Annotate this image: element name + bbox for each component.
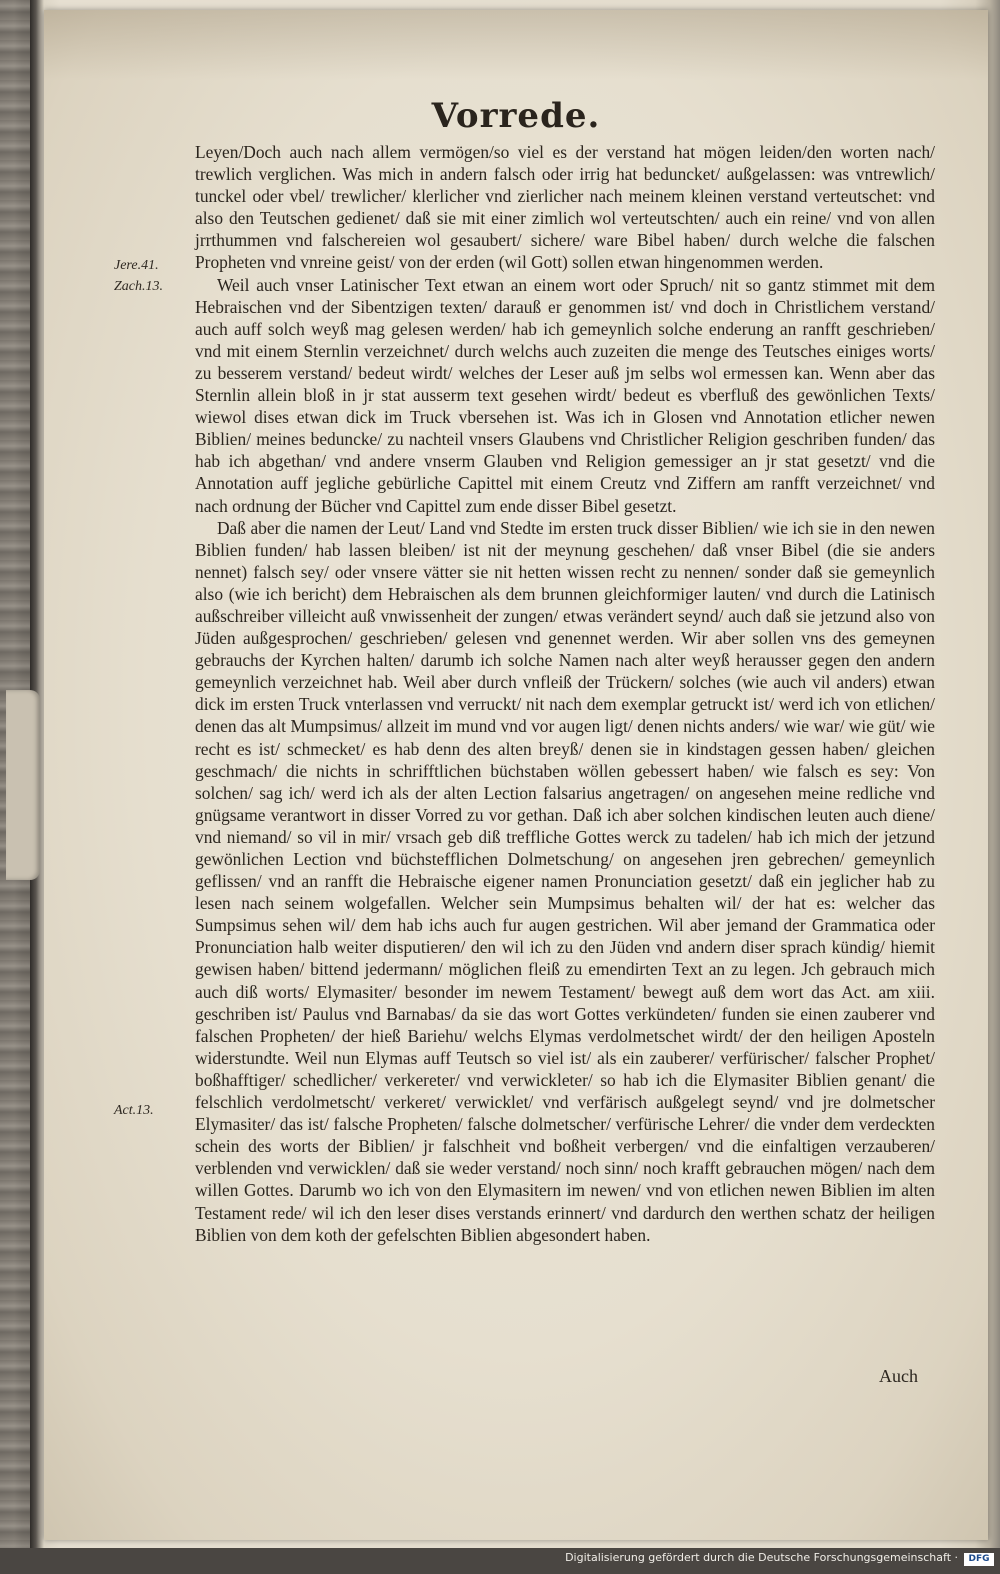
- page-heading: Vorrede.: [431, 96, 601, 136]
- marginal-note-zach: Zach.13.: [114, 279, 163, 294]
- book-page: [44, 10, 988, 1540]
- body-text: [195, 141, 935, 1246]
- dfg-logo: DFG: [964, 1553, 994, 1566]
- paragraph-1: Leyen/Doch auch nach allem vermögen/so viel es der verstand hat mögen leiden/den worten nach/ trewlich verglichen. Was mich in andern falsch oder irrig hat beduncket/ außgelassen: was vntrewlich/ tunckel oder vbel/ trewlicher/ klerlicher vnd zierlicher nach meinem kleinen verstand verteutschet: vnd also den Teutschen gedienet/ daß sie mit einer zimlich wol verteutschten/ auch ein reine/ vnd von allen jrrthummen vnd falschereien wol gesaubert/ sichere/ ware Bibel haben/ durch welche die falschen Propheten vnd vnreine geist/ von der erden (wil Gott) sollen etwan hingenommen werden.: [195, 142, 935, 273]
- marginal-note-jere: Jere.41.: [114, 258, 159, 273]
- binding-tab: [6, 690, 40, 880]
- page-stain: [44, 10, 988, 80]
- digitization-credit: Digitalisierung gefördert durch die Deutsche Forschungsgemeinschaft ·: [565, 1551, 958, 1564]
- paragraph-2: Weil auch vnser Latinischer Text etwan an einem wort oder Spruch/ nit so gantz stimmet mit dem Hebraischen vnd der Sibentzigen texten/ darauß er genommen ist/ vnd doch in Christlichem verstand/ auch auff solch weyß mag gelesen werden/ hab ich gemeynlich solche enderung an ranfft geschrieben/ vnd mit einem Sternlin verzeichnet/ durch welchs auch zuzeiten die menge des Teutsches einiges worts/ zu besserem verstand/ bedeut wirdt/ welches der Leser auß jm selbs wol ermessen kan. Wenn aber das Sternlin allein bloß in jr stat ausserm text gesehen wirdt/ bedeut es vberfluß des gewönlichen Texts/ wiewol dises etwan dick im Truck vbersehen ist. Was ich in Glosen vnd Annotation etlicher newen Biblien/ meines beduncke/ zu nachteil vnsers Glaubens vnd Christlicher Religion geschriben funden/ das hab ich abgethan/ vnd andere vnserm Glauben vnd Religion gemessiger an jr stat gesetzt/ vnd die Annotation auff jegliche gebürliche Capittel mit einem Creutz vnd Ziffern am ranfft verzeichnet/ vnd nach ordnung der Bücher vnd Capittel zum ende disser Bibel gesetzt.: [195, 274, 935, 516]
- catchword: Auch: [879, 1366, 918, 1386]
- paragraph-3: Daß aber die namen der Leut/ Land vnd Stedte im ersten truck disser Biblien/ wie ich sie in den newen Biblien funden/ hab lassen bleiben/ ist nit der meynung geschehen/ daß vnser Bibel (die sie anders nennet) falsch sey/ oder vnsere vätter sie nit hetten wissen recht zu nennen/ sonder daß sie gemeynlich also (wie ich bericht) dem Hebraischen als dem brunnen gleichformiger lauten/ vnd durch die Latinisch außschreiber villeicht auß vnwissenheit der zungen/ etwas verändert seynd/ auch daß sie jetzund also von Jüden außgesprochen/ geschrieben/ gelesen vnd genennet werden. Wir aber sollen vns des gemeynen gebrauchs der Kyrchen halten/ darumb ich solche Namen nach alter weyß herausser gegen den andern gemeynlich verzeichnet hab. Weil aber durch vnfleiß der Trückern/ solches (wie auch vil anders) etwan dick im ersten Truck vnterlassen vnd verruckt/ nit nach dem exemplar getruckt ist/ werd ich von etlichen/ denen das alt Mumpsimus/ allzeit im mund vnd vor augen ligt/ denen nichts anders/ wie war/ wie güt/ wie recht es ist/ schmecket/ es hab denn des alten breyß/ denen sie in kindstagen gessen haben/ gleichen geschmach/ die nichts in schrifftlichen büchstaben wöllen gebessert haben/ wie falsch es sey: Von solchen/ sag ich/ werd ich als der alten Lection falsarius angetragen/ on angesehen meine redliche vnd gnügsame verantwort in disser Vorred zu vor gethan. Daß ich aber solchen kindischen leuten auch diene/ vnd niemand/ so vil in mir/ vrsach geb diß treffliche Gottes werck zu tadelen/ hab ich mich der jetzund gewönlichen Lection vnd büchstefflichen Dolmetschung/ on angesehen jren gebrechen/ gemeynlich geflissen/ vnd an ranfft die Hebraische eigener namen Pronunciation gesetzt/ daß ein jeglicher hab zu lesen nach seinem wolgefallen. Welcher sein Mumpsimus behalten wil/ der hat es: welcher das Sumpsimus sehen wil/ dem hab ichs auch fur augen gestrichen. Wil aber jemand der Grammatica oder Pronunciation halb weiter disputieren/ den wil ich zu den Jüden vnd andern diser sprach kündig/ hiemit gewisen haben/ bittend jedermann/ möglichen fleiß zu emendirten Text an zu legen. Jch gebrauch mich auch diß worts/ Elymasiter/ besonder im newem Testament/ bewegt auß dem wort das Act. am xiii. geschriben ist/ Paulus vnd Barnabas/ da sie das wort Gottes verkündeten/ funden sie einen zauberer vnd falschen Propheten/ der hieß Bariehu/ welchs Elymas verdolmetschet wirdt/ der den heiligen Aposteln widerstundte. Weil nun Elymas auff Teutsch so viel ist/ als ein zauberer/ verfürischer/ falscher Prophet/ boßhafftiger/ schedlicher/ verkereter/ vnd verwickleter/ so hab ich die Elymasiter Biblien genant/ die felschlich verdolmetscht/ verkeret/ verwicklet/ vnd verfärisch außgelegt seynd/ vnd jre dolmetscher Elymasiter/ das ist/ falsche Propheten/ falsche dolmetscher/ verfürische Lehrer/ die vnder dem verdeckten schein des worts der Biblien/ jr falschheit vnd boßheit verbergen/ vnd die einfaltigen verzauberen/ verblenden vnd verwicklen/ daß sie weder verstand/ noch sinn/ noch krafft gebrauchen mögen/ nach dem willen Gottes. Darumb wo ich von den Elymasitern im newen/ vnd von etlichen newen Biblien im alten Testament rede/ wil ich den leser dises verstands erinnert/ vnd dardurch den werthen schatz der heiligen Biblien von dem koth der gefelschten Biblien abgesondert haben.: [195, 517, 935, 1245]
- marginal-note-act: Act.13.: [114, 1103, 154, 1118]
